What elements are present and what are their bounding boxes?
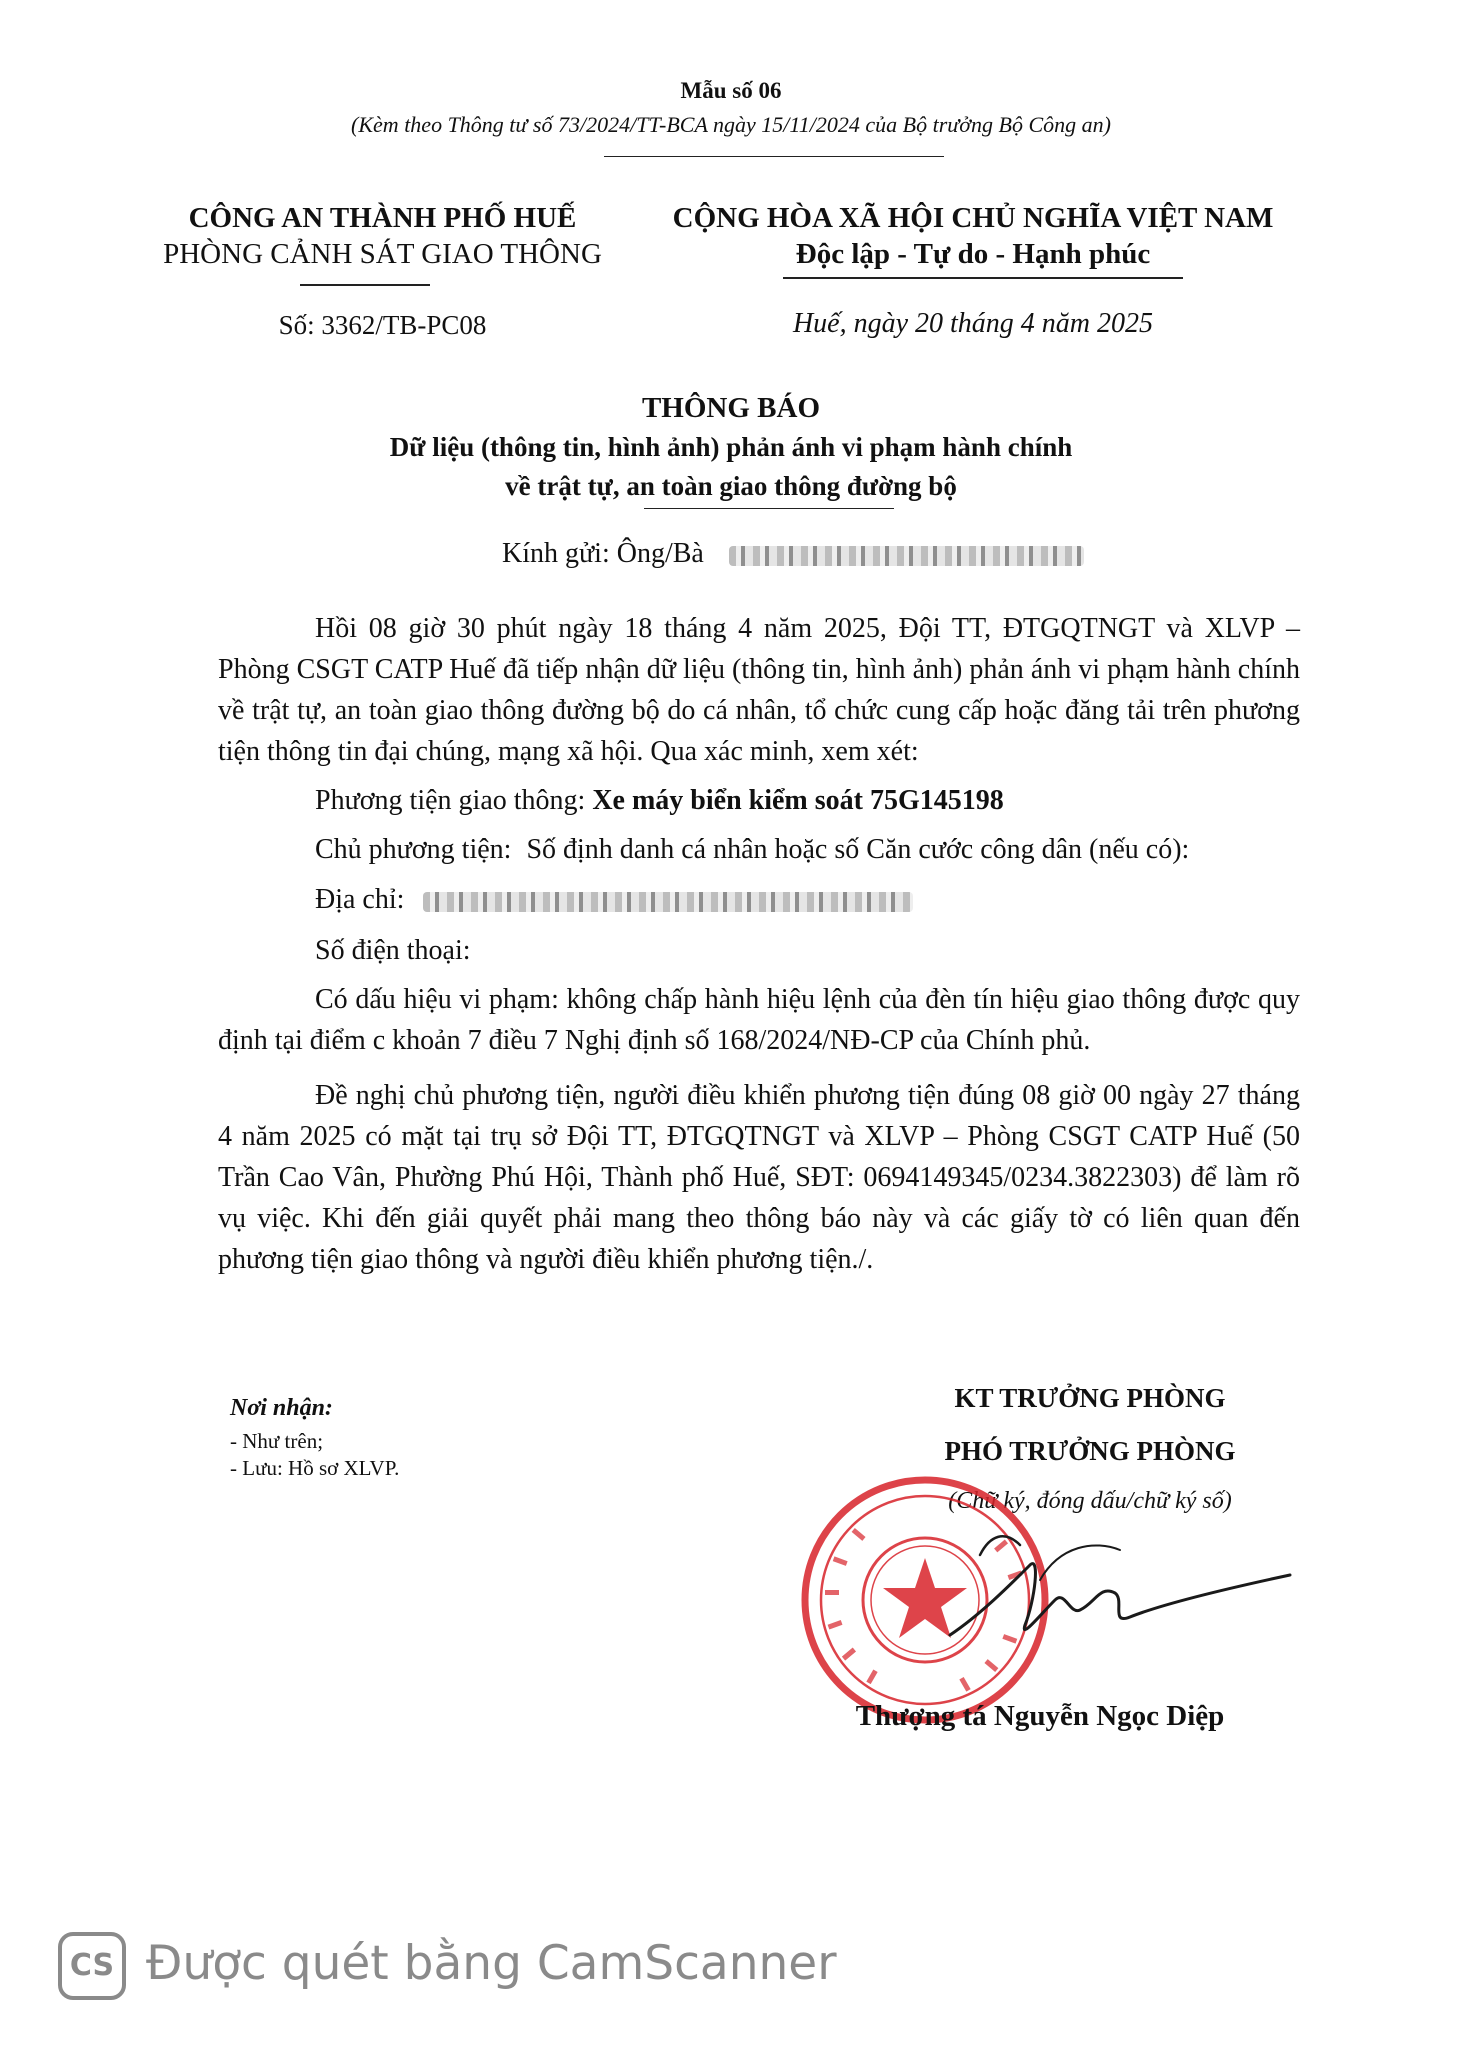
- signature-title-line1: KT TRƯỞNG PHÒNG: [954, 1383, 1226, 1413]
- owner-row: [315, 834, 1189, 866]
- violation-text: Có dấu hiệu vi phạm: không chấp hành hiệu lệnh của đèn tín hiệu giao thông được quy định tại điểm c khoản 7 điều 7 Nghị định số 168/2024/NĐ-CP của Chính phủ.: [218, 984, 1300, 1056]
- signature-title-line2: PHÓ TRƯỞNG PHÒNG: [944, 1436, 1236, 1466]
- intro-text: Hồi 08 giờ 30 phút ngày 18 tháng 4 năm 2025, Đội TT, ĐTGQTNGT và XLVP – Phòng CSGT CATP Huế đã tiếp nhận dữ liệu (thông tin, hình ảnh) phản ánh vi phạm hành chính về trật tự, an toàn giao thông đường bộ do cá nhân, tổ chức cung cấp hoặc đăng tải trên phương tiện thông tin đại chúng, mạng xã hội. Qua xác minh, xem xét:: [218, 613, 1300, 767]
- violation-paragraph: [218, 979, 1300, 1061]
- receiver-item: - Lưu: Hồ sơ XLVP.: [230, 1456, 400, 1480]
- receivers-title: Nơi nhận:: [230, 1395, 333, 1421]
- redacted-recipient-name: [729, 546, 1084, 566]
- document-title: THÔNG BÁO: [641, 392, 821, 424]
- subtitle-underline: [644, 508, 894, 509]
- camscanner-watermark-text: Được quét bằng CamScanner: [146, 1936, 837, 1991]
- request-paragraph: [218, 1075, 1300, 1280]
- document-number: Số: 3362/TB-PC08: [278, 310, 487, 340]
- recipient-line: [502, 538, 1084, 570]
- issuing-organization: [150, 200, 615, 272]
- intro-paragraph: [218, 608, 1300, 772]
- template-note-underline: [604, 156, 944, 157]
- national-motto: [648, 200, 1298, 272]
- signature-note: (Chữ ký, đóng dấu/chữ ký số): [948, 1488, 1232, 1514]
- address-row: [315, 884, 913, 916]
- camscanner-logo-icon: CS: [58, 1932, 126, 2000]
- request-text: Đề nghị chủ phương tiện, người điều khiển phương tiện đúng 08 giờ 00 ngày 27 tháng 4 năm 2025 có mặt tại trụ sở Đội TT, ĐTGQTNGT và XLVP – Phòng CSGT CATP Huế (50 Trần Cao Vân, Phường Phú Hội, Thành phố Huế, SĐT: 0694149345/0234.3822303) để làm rõ vụ việc. Khi đến giải quyết phải mang theo thông báo này và các giấy tờ có liên quan đến phương tiện giao thông và người điều khiển phương tiện./.: [218, 1080, 1300, 1275]
- vehicle-label: Phương tiện giao thông:: [315, 785, 586, 816]
- template-number: Mẫu số 06: [680, 78, 782, 103]
- phone-row: [315, 935, 471, 967]
- address-label: Địa chỉ:: [315, 884, 405, 915]
- phone-label: Số điện thoại:: [315, 935, 471, 966]
- vehicle-row: [315, 785, 1004, 817]
- handwritten-signature: [920, 1505, 1300, 1665]
- vehicle-value: Xe máy biển kiểm soát 75G145198: [592, 785, 1004, 816]
- template-reference-note: (Kèm theo Thông tư số 73/2024/TT-BCA ngày 15/11/2024 của Bộ trưởng Bộ Công an): [351, 112, 1111, 137]
- document-subtitle-line1: Dữ liệu (thông tin, hình ảnh) phản ánh vi phạm hành chính: [389, 432, 1073, 462]
- org-line2: PHÒNG CẢNH SÁT GIAO THÔNG: [163, 238, 602, 270]
- recipient-label: Kính gửi: Ông/Bà: [502, 538, 704, 569]
- motto-underline: [783, 277, 1183, 279]
- nation-line2: Độc lập - Tự do - Hạnh phúc: [795, 238, 1151, 270]
- place-date: Huế, ngày 20 tháng 4 năm 2025: [792, 308, 1154, 339]
- document-subtitle-line2: về trật tự, an toàn giao thông đường bộ: [505, 471, 957, 501]
- org-underline: [300, 284, 430, 286]
- owner-label: Chủ phương tiện:: [315, 834, 512, 865]
- owner-value: Số định danh cá nhân hoặc số Căn cước công dân (nếu có):: [526, 834, 1190, 865]
- org-line1: CÔNG AN THÀNH PHỐ HUẾ: [188, 202, 577, 234]
- receiver-item: - Như trên;: [230, 1429, 324, 1453]
- redacted-address: [423, 892, 913, 912]
- nation-line1: CỘNG HÒA XÃ HỘI CHỦ NGHĨA VIỆT NAM: [672, 202, 1274, 234]
- signer-name: Thượng tá Nguyễn Ngọc Diệp: [855, 1700, 1225, 1732]
